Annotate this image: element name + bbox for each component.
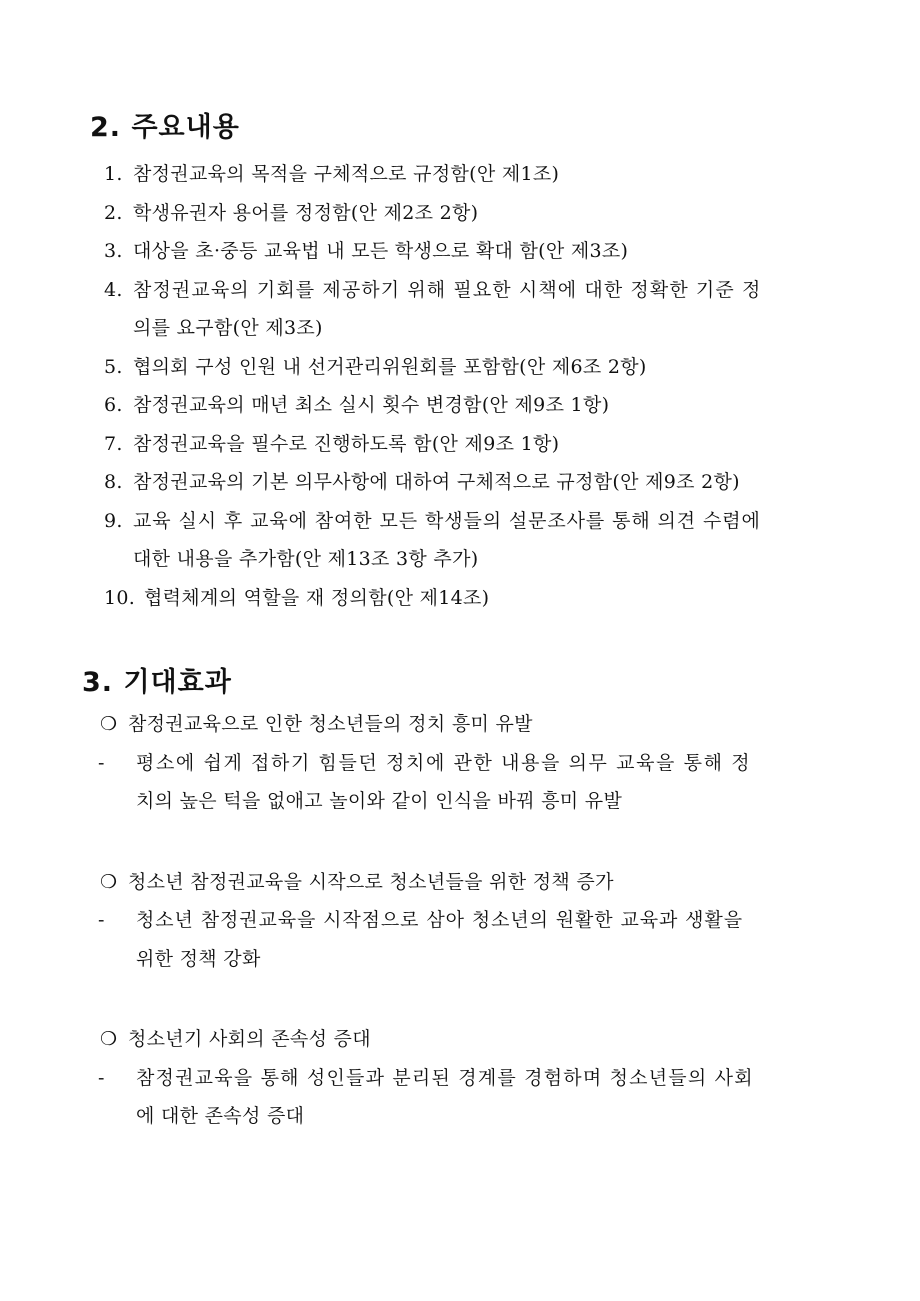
item-number: 1. <box>104 163 123 185</box>
list-item <box>104 386 844 425</box>
list-item <box>104 425 844 464</box>
list-item <box>104 579 844 618</box>
item-text: 교육 실시 후 교육에 참여한 모든 학생들의 설문조사를 통해 의견 수렴에 <box>133 509 761 532</box>
item-number: 7. <box>104 432 123 455</box>
effect-description <box>88 901 828 978</box>
section-title-main-contents: 2. 주요내용 <box>90 112 240 143</box>
item-number: 8. <box>104 471 123 493</box>
circle-bullet-icon: ❍ <box>100 1028 118 1050</box>
effect-description-line: 치의 높은 턱을 없애고 놀이와 같이 인식을 바꿔 흥미 유발 <box>136 790 623 812</box>
dash-bullet: - <box>98 751 105 774</box>
item-number: 3. <box>104 240 123 262</box>
item-number: 4. <box>104 278 123 301</box>
effect-heading <box>98 705 838 744</box>
item-text: 참정권교육의 기본 의무사항에 대하여 구체적으로 규정함(안 제9조 2항) <box>133 471 740 493</box>
list-item <box>104 463 844 502</box>
list-item <box>104 155 844 194</box>
effect-heading-text: 청소년 참정권교육을 시작으로 청소년들을 위한 정책 증가 <box>128 870 614 893</box>
effect-block <box>98 1020 838 1136</box>
list-item <box>104 348 844 387</box>
list-item <box>104 194 844 233</box>
list-item <box>104 232 844 271</box>
item-text: 협력체계의 역할을 재 정의함(안 제14조) <box>144 586 490 609</box>
item-number: 2. <box>104 201 123 224</box>
dash-bullet: - <box>98 1066 105 1089</box>
item-text: 학생유권자 용어를 정정함(안 제2조 2항) <box>133 201 479 224</box>
list-item <box>104 502 844 579</box>
expected-effects <box>98 705 838 1136</box>
circle-bullet-icon: ❍ <box>100 713 118 735</box>
item-text: 참정권교육의 매년 최소 실시 횟수 변경함(안 제9조 1항) <box>133 394 610 416</box>
effect-description-line: 평소에 쉽게 접하기 힘들던 정치에 관한 내용을 의무 교육을 통해 정 <box>136 751 752 774</box>
item-text: 참정권교육의 목적을 구체적으로 규정함(안 제1조) <box>133 163 560 185</box>
circle-bullet-icon: ❍ <box>100 870 118 893</box>
effect-heading <box>98 863 838 902</box>
item-text: 참정권교육을 필수로 진행하도록 함(안 제9조 1항) <box>133 432 560 455</box>
item-number: 10. <box>104 586 136 609</box>
effect-block <box>98 705 838 821</box>
item-text: 참정권교육의 기회를 제공하기 위해 필요한 시책에 대한 정확한 기준 정 <box>133 278 762 301</box>
effect-heading-text: 참정권교육으로 인한 청소년들의 정치 흥미 유발 <box>128 713 533 735</box>
item-text-continued: 의를 요구함(안 제3조) <box>133 317 323 339</box>
effect-block <box>98 863 838 979</box>
item-text: 협의회 구성 인원 내 선거관리위원회를 포함함(안 제6조 2항) <box>133 355 647 378</box>
effect-description <box>88 744 828 821</box>
item-number: 9. <box>104 509 123 532</box>
effect-heading <box>98 1020 838 1059</box>
effect-description-line: 참정권교육을 통해 성인들과 분리된 경계를 경험하며 청소년들의 사회 <box>136 1066 754 1089</box>
item-number: 5. <box>104 355 123 378</box>
effect-description-line: 위한 정책 강화 <box>136 947 261 970</box>
list-item <box>104 271 844 348</box>
item-text-continued: 대한 내용을 추가함(안 제13조 3항 추가) <box>133 548 479 570</box>
item-text: 대상을 초·중등 교육법 내 모든 학생으로 확대 함(안 제3조) <box>133 240 629 262</box>
effect-description-line: 청소년 참정권교육을 시작점으로 삼아 청소년의 원활한 교육과 생활을 <box>136 909 743 931</box>
item-number: 6. <box>104 394 123 416</box>
effect-description-line: 에 대한 존속성 증대 <box>136 1105 305 1127</box>
effect-description <box>88 1059 828 1136</box>
effect-heading-text: 청소년기 사회의 존속성 증대 <box>128 1028 371 1050</box>
dash-bullet: - <box>98 909 105 931</box>
main-contents-list <box>104 155 844 617</box>
section-title-expected-effects: 3. 기대효과 <box>82 667 232 698</box>
